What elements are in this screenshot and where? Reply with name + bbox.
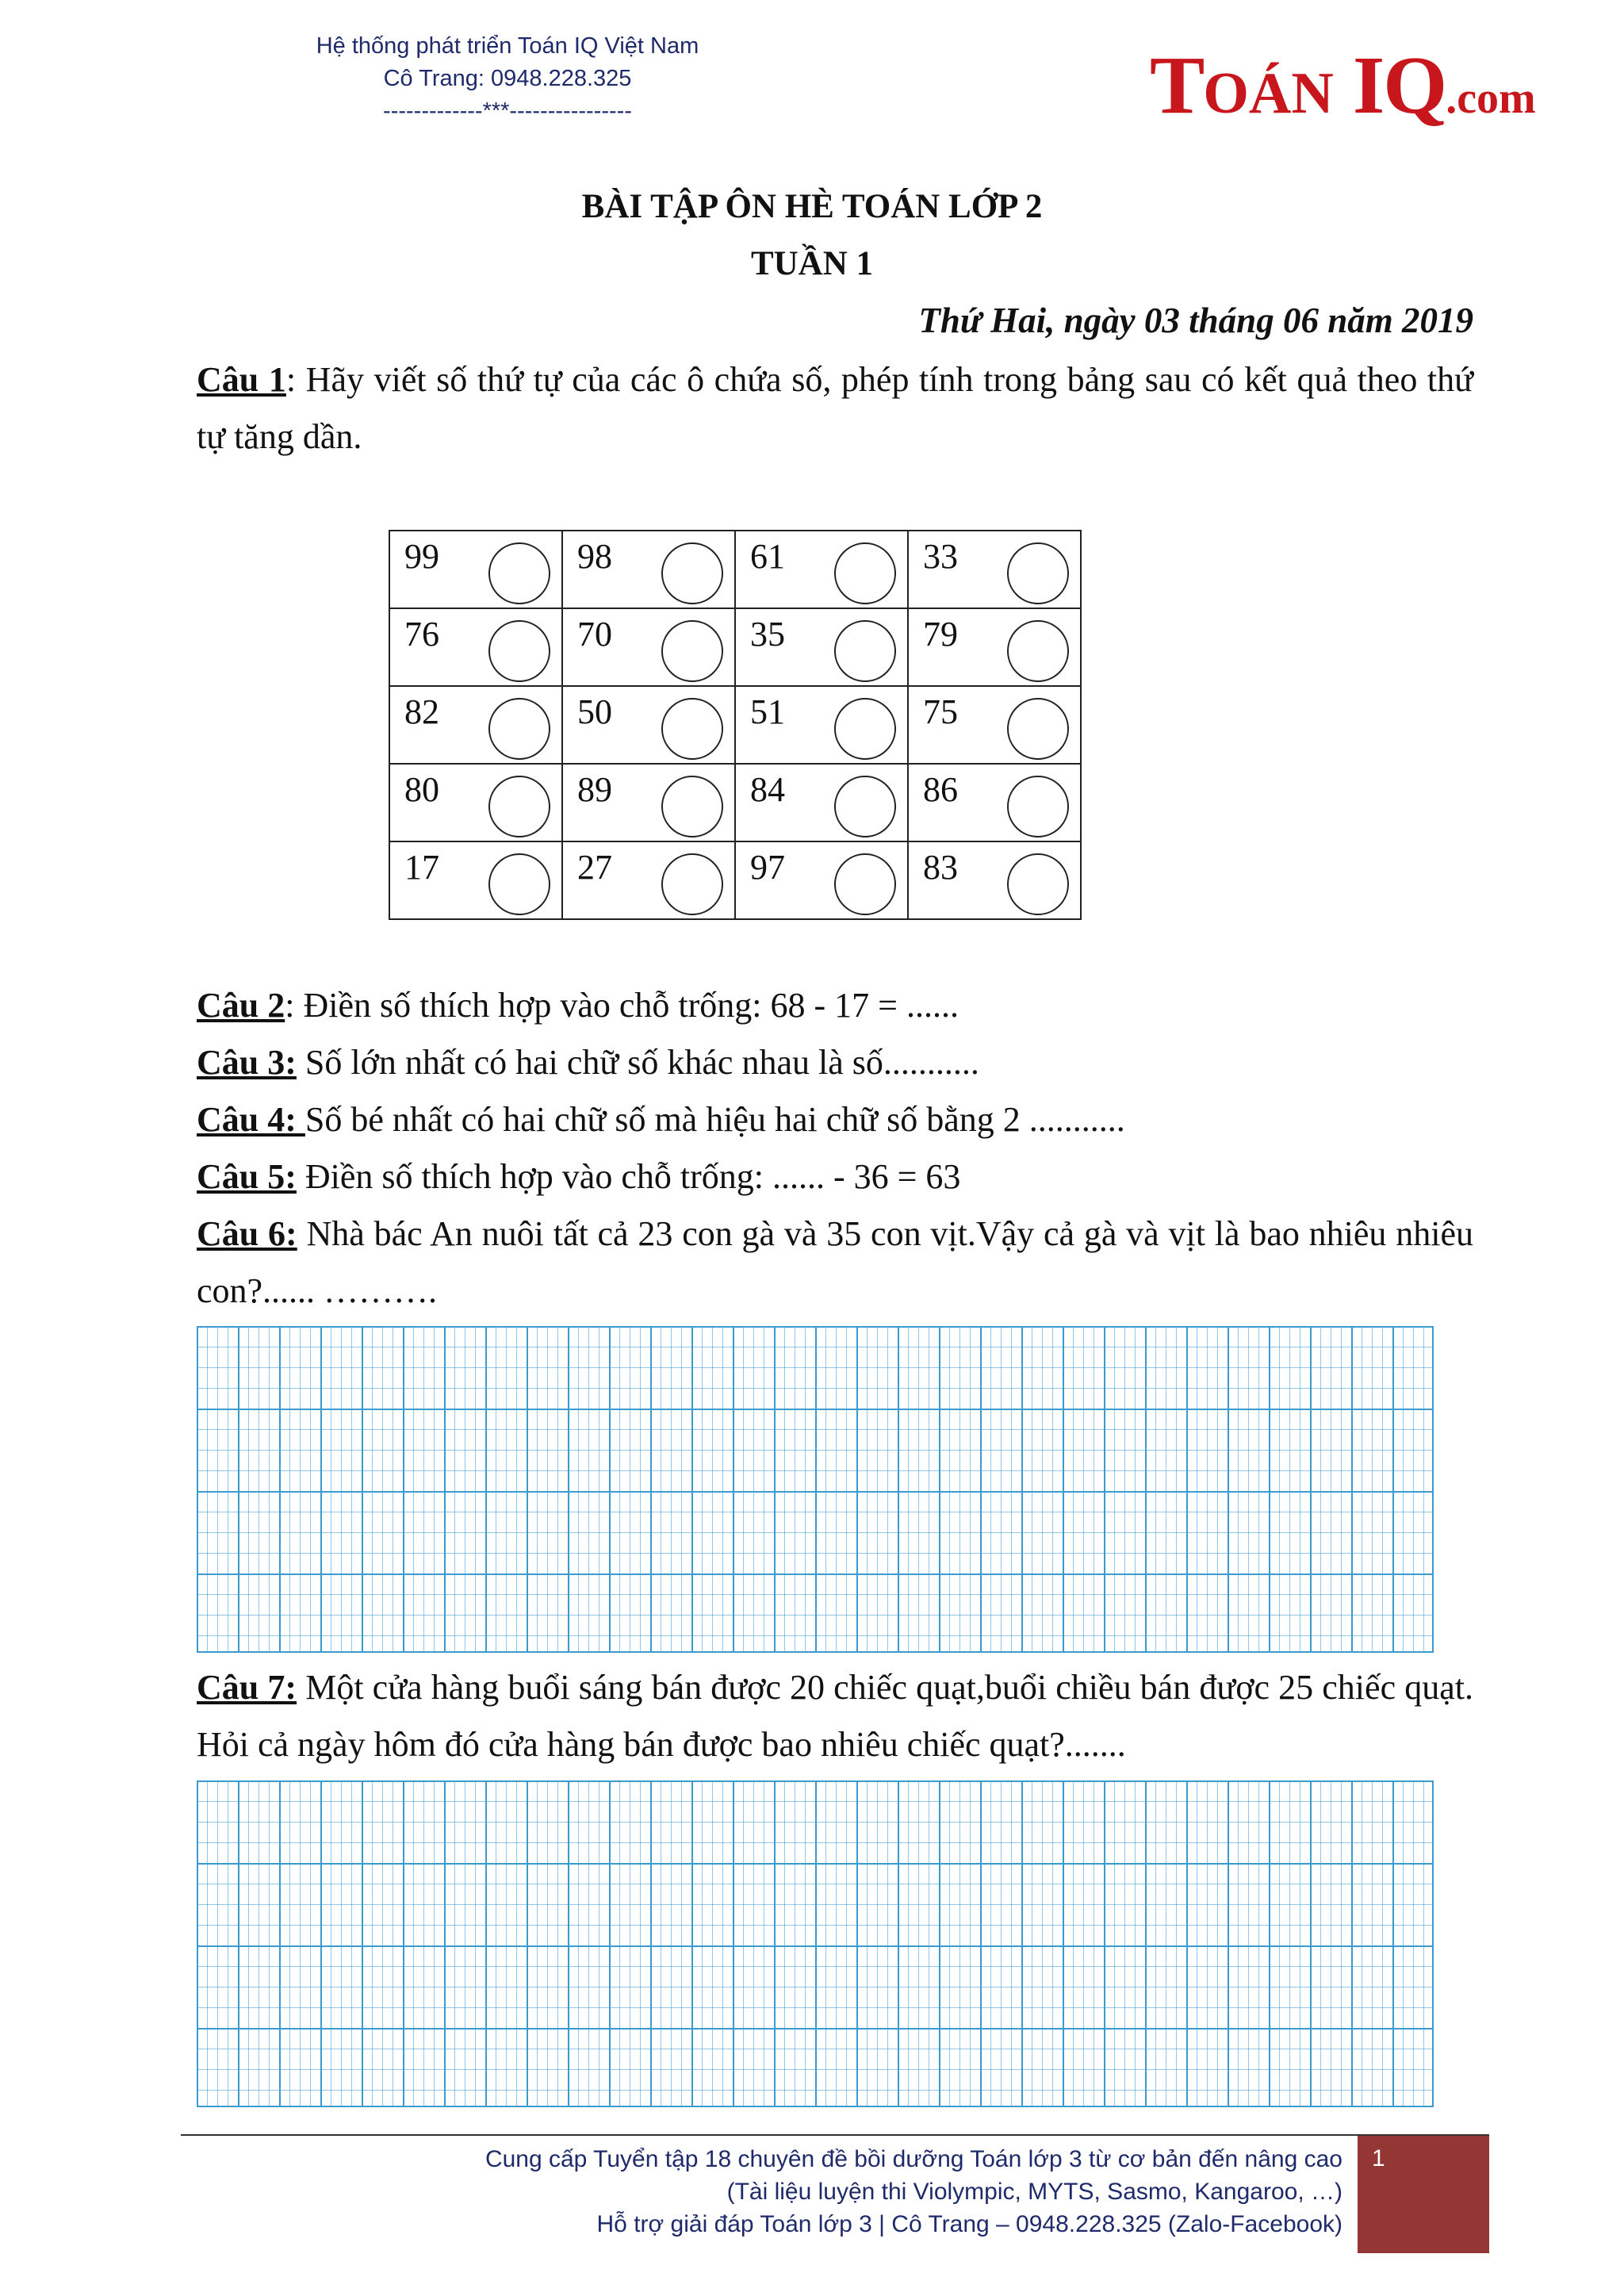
- question-2: [197, 977, 1481, 1034]
- cell-number: 89: [577, 770, 612, 809]
- cell-number: 98: [577, 537, 612, 576]
- answer-grid-paper-7[interactable]: [197, 1780, 1434, 2107]
- question-3-label: Câu 3:: [197, 1043, 297, 1082]
- logo-letter: T: [1150, 40, 1204, 131]
- cell-number: 61: [750, 537, 785, 576]
- cell-number: 76: [404, 615, 439, 654]
- cell-number: 86: [923, 770, 958, 809]
- order-circle[interactable]: [488, 776, 550, 838]
- question-1-text: : Hãy viết số thứ tự của các ô chứa số, phép tính trong bảng sau có kết quả theo thứ tự tăng dần.: [197, 360, 1473, 456]
- order-circle[interactable]: [834, 620, 896, 682]
- number-grid-cell: [389, 764, 562, 841]
- number-grid-row: [389, 531, 1081, 608]
- logo-com: .com: [1446, 74, 1536, 123]
- cell-number: 80: [404, 770, 439, 809]
- toaniq-logo: [1150, 38, 1536, 132]
- doc-title: BÀI TẬP ÔN HÈ TOÁN LỚP 2: [581, 188, 1043, 225]
- order-circle[interactable]: [1007, 542, 1069, 604]
- question-2-label: Câu 2: [197, 986, 285, 1025]
- number-grid-cell: [908, 608, 1081, 686]
- number-grid-cell: [562, 531, 735, 608]
- cell-number: 70: [577, 615, 612, 654]
- question-4: [197, 1091, 1481, 1148]
- header-org-block: [262, 30, 753, 128]
- doc-date: Thứ Hai, ngày 03 tháng 06 năm 2019: [918, 301, 1473, 340]
- footer-line-1: Cung cấp Tuyển tập 18 chuyên đề bồi dưỡng Toán lớp 3 từ cơ bản đến nâng cao: [485, 2146, 1342, 2172]
- question-3-text: Số lớn nhất có hai chữ số khác nhau là số...........: [296, 1043, 979, 1082]
- number-grid-cell: [389, 531, 562, 608]
- cell-number: 50: [577, 692, 612, 731]
- order-circle[interactable]: [488, 853, 550, 915]
- number-grid-row: [389, 608, 1081, 686]
- order-circle[interactable]: [1007, 698, 1069, 760]
- cell-number: 79: [923, 615, 958, 654]
- question-4-text: Số bé nhất có hai chữ số mà hiệu hai chữ số bằng 2 ...........: [304, 1100, 1125, 1139]
- question-5: [197, 1148, 1481, 1205]
- order-circle[interactable]: [661, 620, 723, 682]
- cell-number: 51: [750, 692, 785, 731]
- number-grid-cell: [562, 764, 735, 841]
- logo-small: OÁN: [1203, 61, 1334, 126]
- cell-number: 84: [750, 770, 785, 809]
- number-grid-cell: [735, 686, 908, 764]
- number-grid-cell: [389, 841, 562, 919]
- number-grid-cell: [562, 686, 735, 764]
- order-circle[interactable]: [1007, 853, 1069, 915]
- order-circle[interactable]: [834, 853, 896, 915]
- answer-grid-paper-6[interactable]: [197, 1326, 1434, 1653]
- order-circle[interactable]: [661, 776, 723, 838]
- order-circle[interactable]: [488, 698, 550, 760]
- number-grid-cell: [389, 686, 562, 764]
- cell-number: 17: [404, 848, 439, 887]
- footer-line-2: (Tài liệu luyện thi Violympic, MYTS, Sasmo, Kangaroo, …): [726, 2179, 1342, 2205]
- header-contact: Cô Trang: 0948.228.325: [383, 66, 632, 91]
- question-1-label: Câu 1: [197, 360, 286, 399]
- question-7: [197, 1659, 1473, 1773]
- order-circle[interactable]: [834, 542, 896, 604]
- footer-line-3: Hỗ trợ giải đáp Toán lớp 3 | Cô Trang – 0948.228.325 (Zalo-Facebook): [596, 2211, 1342, 2237]
- question-6: [197, 1205, 1473, 1320]
- page-number: 1: [1372, 2145, 1385, 2171]
- cell-number: 27: [577, 848, 612, 887]
- cell-number: 99: [404, 537, 439, 576]
- question-1: [197, 351, 1473, 466]
- number-grid-cell: [908, 841, 1081, 919]
- order-circle[interactable]: [661, 698, 723, 760]
- order-circle[interactable]: [834, 698, 896, 760]
- number-grid-cell: [735, 608, 908, 686]
- question-2-text: : Điền số thích hợp vào chỗ trống: 68 - 17 = ......: [285, 986, 959, 1025]
- number-grid-cell: [908, 764, 1081, 841]
- number-grid-cell: [562, 608, 735, 686]
- cell-number: 97: [750, 848, 785, 887]
- logo-iq: IQ: [1333, 40, 1446, 131]
- order-circle[interactable]: [488, 620, 550, 682]
- number-grid-body: [389, 531, 1081, 919]
- order-circle[interactable]: [1007, 620, 1069, 682]
- question-7-label: Câu 7:: [197, 1668, 297, 1707]
- footer-divider: [181, 2134, 1489, 2136]
- number-grid-cell: [735, 764, 908, 841]
- header-org: Hệ thống phát triển Toán IQ Việt Nam: [316, 33, 699, 59]
- number-grid: [389, 530, 1082, 920]
- doc-week: TUẦN 1: [750, 245, 874, 282]
- question-3: [197, 1034, 1481, 1091]
- cell-number: 82: [404, 692, 439, 731]
- number-grid-cell: [389, 608, 562, 686]
- number-grid-cell: [908, 531, 1081, 608]
- number-grid-cell: [908, 686, 1081, 764]
- footer-text: [312, 2143, 1342, 2240]
- question-6-text: Nhà bác An nuôi tất cả 23 con gà và 35 con vịt.Vậy cả gà và vịt là bao nhiêu nhiêu con?...... ……….: [197, 1214, 1473, 1310]
- question-6-label: Câu 6:: [197, 1214, 297, 1253]
- order-circle[interactable]: [488, 542, 550, 604]
- question-4-label: Câu 4:: [197, 1100, 305, 1139]
- number-grid-cell: [735, 531, 908, 608]
- question-7-text: Một cửa hàng buổi sáng bán được 20 chiếc quạt,buổi chiều bán được 25 chiếc quạt. Hỏi cả ngày hôm đó cửa hàng bán được bao nhiêu chiếc quạt?.......: [197, 1668, 1473, 1764]
- question-5-text: Điền số thích hợp vào chỗ trống: ...... - 36 = 63: [296, 1157, 961, 1196]
- order-circle[interactable]: [661, 853, 723, 915]
- question-5-label: Câu 5:: [197, 1157, 297, 1196]
- page-number-box: [1358, 2136, 1489, 2253]
- cell-number: 33: [923, 537, 958, 576]
- number-grid-row: [389, 764, 1081, 841]
- cell-number: 75: [923, 692, 958, 731]
- number-grid-cell: [562, 841, 735, 919]
- order-circle[interactable]: [1007, 776, 1069, 838]
- cell-number: 83: [923, 848, 958, 887]
- header-divider: -------------***----------------: [383, 98, 632, 124]
- number-grid-row: [389, 841, 1081, 919]
- cell-number: 35: [750, 615, 785, 654]
- number-grid-row: [389, 686, 1081, 764]
- number-grid-cell: [735, 841, 908, 919]
- order-circle[interactable]: [661, 542, 723, 604]
- order-circle[interactable]: [834, 776, 896, 838]
